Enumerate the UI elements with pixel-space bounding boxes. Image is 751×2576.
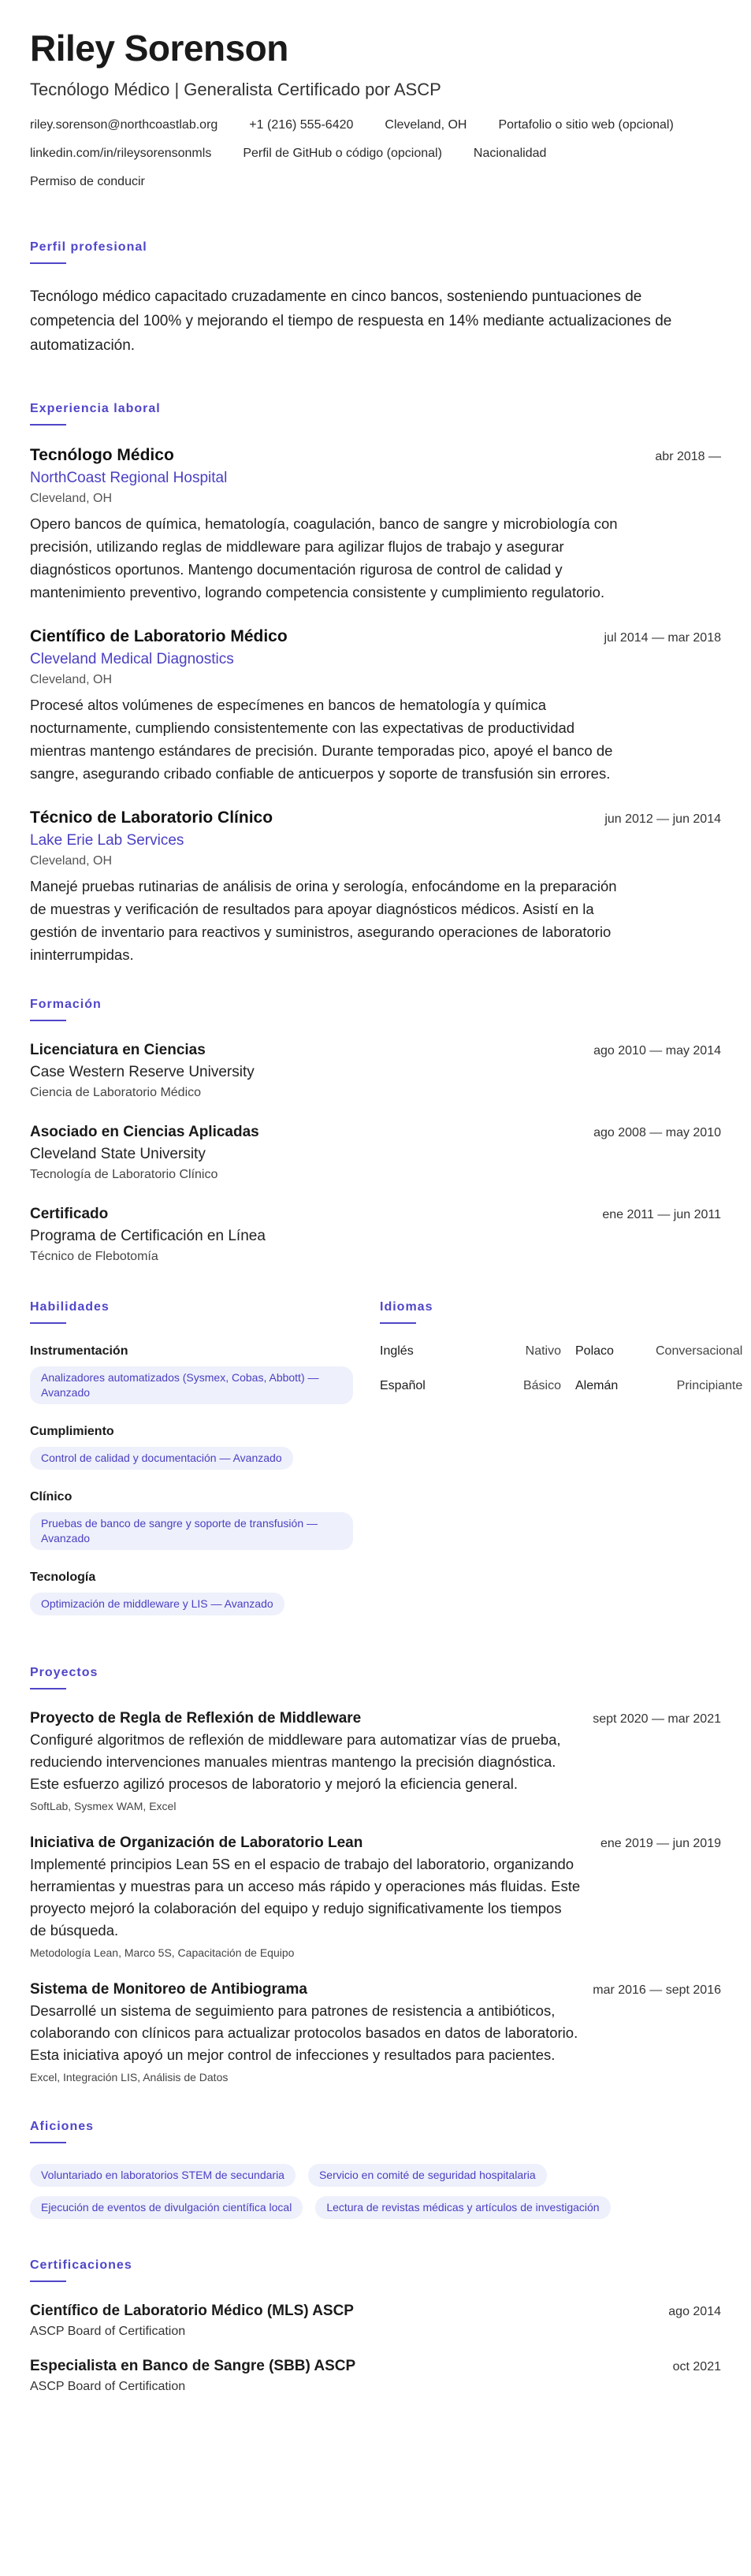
section-title: Idiomas xyxy=(380,1299,433,1314)
language-level: Básico xyxy=(522,1378,561,1392)
skill-group xyxy=(30,1425,353,1470)
contact-driving-license: Permiso de conducir xyxy=(30,174,145,188)
contact-email[interactable]: riley.sorenson@northcoastlab.org xyxy=(30,117,218,132)
hobby-chip: Servicio en comité de seguridad hospitalaria xyxy=(308,2164,547,2187)
certification-entry xyxy=(30,2358,721,2394)
education-date: ene 2011 — jun 2011 xyxy=(602,1207,721,1221)
language-name: Inglés xyxy=(380,1344,414,1358)
contact-list xyxy=(30,117,721,190)
resume-header xyxy=(30,28,721,190)
contact-github[interactable]: Perfil de GitHub o código (opcional) xyxy=(243,146,442,160)
job-entry xyxy=(30,808,721,966)
education-entry xyxy=(30,1206,721,1264)
project-entry xyxy=(30,1981,721,2083)
experience-section xyxy=(30,402,721,966)
education-entry xyxy=(30,1124,721,1182)
job-description: Manejé pruebas rutinarias de análisis de orina y serología, enfocándome en la preparación de muestras y verificación de resultados para apoyar diagnósticos médicos. Asistí en la gestión de inventario para reactivos y suministros, asegurando operaciones de laboratorio ininterrumpidas. xyxy=(30,877,617,963)
section-divider xyxy=(30,1020,66,1021)
project-title: Sistema de Monitoreo de Antibiograma xyxy=(30,1980,307,1998)
section-title: Aficiones xyxy=(30,2119,95,2133)
skills-languages-row xyxy=(30,1299,743,1636)
education-date: ago 2010 — may 2014 xyxy=(593,1043,721,1058)
section-divider xyxy=(380,1322,416,1324)
contact-portfolio[interactable]: Portafolio o sitio web (opcional) xyxy=(498,117,674,132)
hobby-list xyxy=(30,2164,676,2219)
education-school: Programa de Certificación en Línea xyxy=(30,1227,266,1244)
education-school: Case Western Reserve University xyxy=(30,1063,255,1080)
education-degree: Certificado xyxy=(30,1205,109,1222)
project-description: Desarrollé un sistema de seguimiento para patrones de resistencia a antibióticos, colaborando con clínicos para actualizar protocolos basados en datos de laboratorio. Esta iniciativa apoyó un mejor control de infecciones y resultados para pacientes. xyxy=(30,2002,578,2063)
contact-linkedin[interactable]: linkedin.com/in/rileysorensonmls xyxy=(30,146,212,160)
section-divider xyxy=(30,424,66,426)
project-entry xyxy=(30,1834,721,1959)
project-description: Configuré algoritmos de reflexión de middleware para automatizar vías de prueba, reduciendo intervenciones manuales mientras mantengo la precisión diagnóstica. Este esfuerzo agilizó procesos de laboratorio y mejoró la eficiencia general. xyxy=(30,1730,561,1792)
language-row xyxy=(380,1379,742,1393)
skill-chip: Analizadores automatizados (Sysmex, Cobas, Abbott) — Avanzado xyxy=(30,1366,353,1404)
education-degree: Asociado en Ciencias Aplicadas xyxy=(30,1123,259,1140)
section-title: Certificaciones xyxy=(30,2258,132,2272)
certifications-section xyxy=(30,2258,721,2394)
skill-group xyxy=(30,1571,353,1615)
section-divider xyxy=(30,2280,66,2282)
section-title: Perfil profesional xyxy=(30,240,147,254)
project-entry xyxy=(30,1710,721,1812)
skill-chip: Pruebas de banco de sangre y soporte de transfusión — Avanzado xyxy=(30,1512,353,1550)
language-level: Principiante xyxy=(676,1378,743,1392)
hobby-chip: Lectura de revistas médicas y artículos de investigación xyxy=(315,2196,610,2219)
job-location: Cleveland, OH xyxy=(30,853,113,868)
language-level: Nativo xyxy=(525,1344,561,1358)
hobby-chip: Ejecución de eventos de divulgación científica local xyxy=(30,2196,303,2219)
profile-summary: Tecnólogo médico capacitado cruzadamente en cinco bancos, sosteniendo puntuaciones de competencia del 100% y mejorando el tiempo de respuesta en 14% mediante actualizaciones de automatización. xyxy=(30,288,672,354)
job-company[interactable]: Lake Erie Lab Services xyxy=(30,831,184,849)
education-school: Cleveland State University xyxy=(30,1145,206,1162)
candidate-subtitle: Tecnólogo Médico | Generalista Certificado por ASCP xyxy=(30,79,441,99)
section-title: Proyectos xyxy=(30,1665,99,1679)
section-divider xyxy=(30,262,66,264)
section-divider xyxy=(30,1688,66,1689)
language-name: Español xyxy=(380,1378,426,1392)
profile-section xyxy=(30,240,721,358)
certification-issuer: ASCP Board of Certification xyxy=(30,2379,186,2393)
education-section xyxy=(30,998,721,1264)
education-field: Tecnología de Laboratorio Clínico xyxy=(30,1167,218,1181)
section-title: Habilidades xyxy=(30,1299,110,1314)
section-divider xyxy=(30,2142,66,2143)
project-tech: Metodología Lean, Marco 5S, Capacitación de Equipo xyxy=(30,1946,295,1959)
job-description: Opero bancos de química, hematología, coagulación, banco de sangre y microbiología con precisión, utilizando reglas de middleware para agilizar flujos de trabajo y asegurar diagnósticos oportunos. Mantengo documentación rigurosa de control de calidad y mantenimiento preventivo, logrando competencia consistente y cumplimiento regulatorio. xyxy=(30,515,618,600)
project-tech: Excel, Integración LIS, Análisis de Datos xyxy=(30,2070,229,2083)
job-location: Cleveland, OH xyxy=(30,672,113,686)
certification-issuer: ASCP Board of Certification xyxy=(30,2324,186,2338)
skills-section xyxy=(30,1300,353,1636)
job-location: Cleveland, OH xyxy=(30,491,113,505)
job-entry xyxy=(30,446,721,604)
certification-date: oct 2021 xyxy=(672,2359,721,2373)
candidate-name: Riley Sorenson xyxy=(30,28,288,69)
certification-name: Especialista en Banco de Sangre (SBB) ASCP xyxy=(30,2357,356,2374)
section-title: Experiencia laboral xyxy=(30,401,161,415)
project-title: Iniciativa de Organización de Laboratorio Lean xyxy=(30,1834,363,1851)
skill-category: Clínico xyxy=(30,1489,72,1504)
education-date: ago 2008 — may 2010 xyxy=(593,1125,721,1139)
education-entry xyxy=(30,1042,721,1100)
education-field: Técnico de Flebotomía xyxy=(30,1249,158,1263)
skill-category: Tecnología xyxy=(30,1570,96,1584)
certification-name: Científico de Laboratorio Médico (MLS) ASCP xyxy=(30,2302,354,2319)
job-date: jul 2014 — mar 2018 xyxy=(604,630,721,645)
project-description: Implementé principios Lean 5S en el espacio de trabajo del laboratorio, organizando herramientas y muestras para un acceso más rápido y operaciones más fluidas. Este proyecto mejoró la colaboración del equipo y redujo significativamente los tiempos de búsqueda. xyxy=(30,1855,581,1939)
language-level: Conversacional xyxy=(656,1344,743,1358)
language-name: Polaco xyxy=(575,1344,614,1358)
certification-entry xyxy=(30,2303,721,2339)
hobby-chip: Voluntariado en laboratorios STEM de secundaria xyxy=(30,2164,296,2187)
project-tech: SoftLab, Sysmex WAM, Excel xyxy=(30,1799,177,1812)
section-title: Formación xyxy=(30,997,102,1011)
language-name: Alemán xyxy=(575,1378,619,1392)
job-company[interactable]: NorthCoast Regional Hospital xyxy=(30,469,228,486)
job-title: Técnico de Laboratorio Clínico xyxy=(30,808,273,827)
education-degree: Licenciatura en Ciencias xyxy=(30,1041,206,1058)
skill-group xyxy=(30,1344,353,1404)
job-title: Científico de Laboratorio Médico xyxy=(30,626,288,645)
skill-category: Instrumentación xyxy=(30,1344,128,1358)
job-company[interactable]: Cleveland Medical Diagnostics xyxy=(30,650,234,667)
skill-chip: Optimización de middleware y LIS — Avanzado xyxy=(30,1593,284,1615)
job-date: jun 2012 — jun 2014 xyxy=(604,812,721,826)
projects-section xyxy=(30,1666,721,2083)
job-entry xyxy=(30,627,721,785)
job-description: Procesé altos volúmenes de especímenes en bancos de hematología y química nocturnamente, cumpliendo consistentemente con las expectativas de productividad mientras mantengo estándares de precisión. Durante temporadas pico, apoyé el banco de sangre, asegurando cribado confiable de anticuerpos y soporte de transfusión sin errores. xyxy=(30,696,613,782)
skill-category: Cumplimiento xyxy=(30,1424,114,1438)
contact-location: Cleveland, OH xyxy=(385,117,467,132)
skill-chip: Control de calidad y documentación — Avanzado xyxy=(30,1447,293,1470)
project-date: mar 2016 — sept 2016 xyxy=(593,1983,721,1997)
certification-date: ago 2014 xyxy=(668,2304,721,2318)
education-field: Ciencia de Laboratorio Médico xyxy=(30,1085,202,1099)
project-date: ene 2019 — jun 2019 xyxy=(600,1836,721,1850)
job-date: abr 2018 — xyxy=(655,449,721,463)
skill-group xyxy=(30,1490,353,1550)
project-date: sept 2020 — mar 2021 xyxy=(593,1712,721,1726)
contact-phone[interactable]: +1 (216) 555-6420 xyxy=(249,117,354,132)
hobbies-section xyxy=(30,2120,721,2219)
contact-nationality: Nacionalidad xyxy=(473,146,547,160)
section-divider xyxy=(30,1322,66,1324)
languages-section xyxy=(380,1300,742,1636)
language-row xyxy=(380,1344,742,1359)
project-title: Proyecto de Regla de Reflexión de Middleware xyxy=(30,1709,362,1727)
job-title: Tecnólogo Médico xyxy=(30,445,174,464)
